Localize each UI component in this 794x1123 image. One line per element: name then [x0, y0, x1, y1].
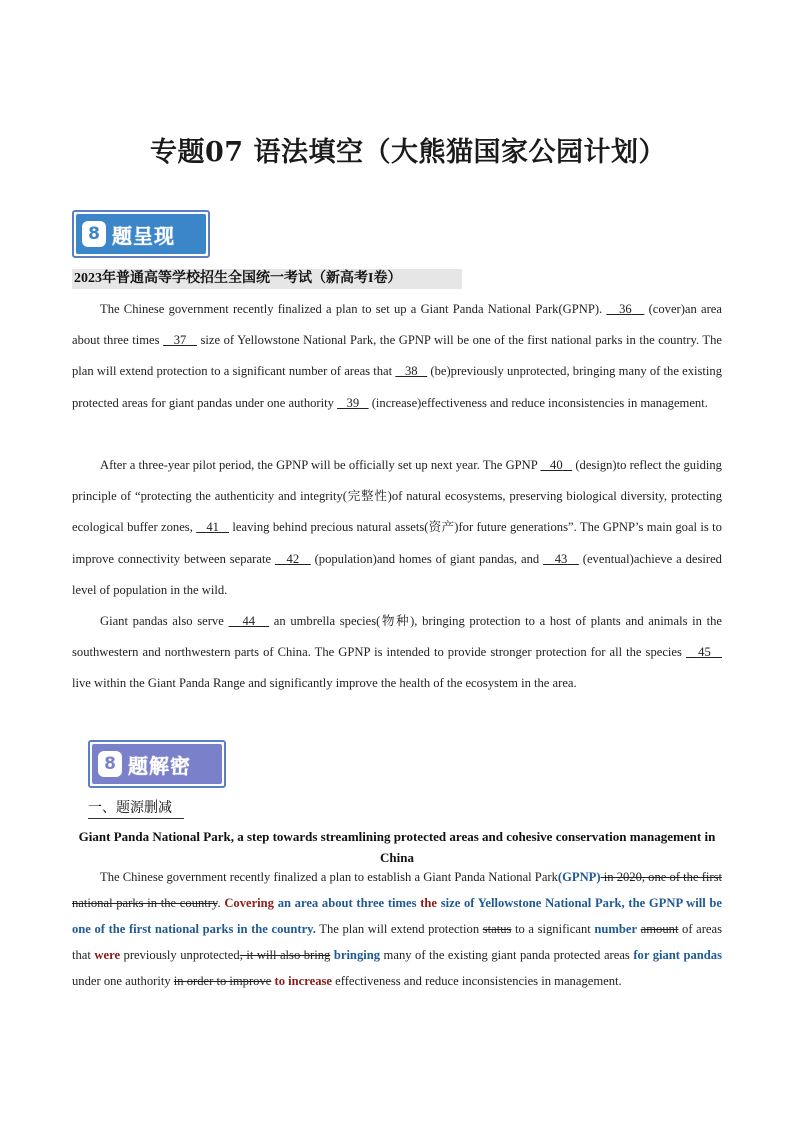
deleted-text: , it will also bring	[239, 948, 331, 962]
article-paragraph: The Chinese government recently finalized a plan to establish a Giant Panda National Park(GPNP) in 2020, one of the first national parks in the country. Covering an area about three times the size of Yellowstone National Park, the GPNP will be one of the first national parks in the country. The plan will extend protection status to a significant number amount of areas that were previously unprotected, it will also bring bringing many of the existing giant panda protected areas for giant pandas under one authority in order to improve to increase effectiveness and reduce inconsistencies in management.	[72, 870, 723, 988]
section-heading: 一、题源删减	[88, 798, 184, 819]
blank-43: 43	[554, 551, 568, 566]
section-badge-solution	[88, 740, 226, 788]
deleted-text: in order to improve	[173, 974, 272, 988]
answer-highlight: were	[94, 948, 121, 962]
blank-37: 37	[173, 333, 187, 348]
article-title: Giant Panda National Park, a step towards streamlining protected areas and cohesive conservation management in China	[78, 829, 716, 865]
section-badge-question	[72, 210, 210, 258]
answer-highlight: the	[420, 896, 438, 910]
exam-title: 2023年普通高等学校招生全国统一考试（新高考I卷）	[72, 269, 462, 289]
page-title: 专题07 语法填空（大熊猫国家公园计划）	[150, 137, 666, 168]
passage-paragraph-2: After a three-year pilot period, the GPNP will be officially set up next year. The GPNP 40 (design)to reflect the guiding principle of “protecting the authenticity and integrity(完整性)of natural ecosystems, preserving biological diversity, protecting ecological buffer zones, 41 leaving behind precious natural assets(资产)for future generations”. The GPNP’s main goal is to improve connectivity between separate 42 (population)and homes of giant pandas, and 43 (eventual)achieve a desired level of population in the wild.	[72, 458, 722, 597]
deleted-text: status	[482, 922, 512, 936]
blank-44: 44	[242, 614, 256, 628]
blank-42: 42	[286, 551, 300, 566]
blank-45: 45	[698, 645, 711, 660]
badge-label: 题呈现	[112, 223, 175, 248]
blank-38: 38	[404, 364, 418, 379]
answer-highlight: to increase	[274, 974, 332, 988]
badge-label: 题解密	[128, 753, 191, 778]
answer-highlight: Covering	[224, 896, 274, 910]
blank-41: 41	[206, 520, 219, 535]
passage-paragraph-3: Giant pandas also serve 44 an umbrella species(物种), bringing protection to a host of plants and animals in the southwestern and northwestern parts of China. The GPNP is intended to provide stronger protection for all the species 45 live within the Giant Panda Range and significantly improve the health of the ecosystem in the area.	[72, 614, 722, 691]
blank-39: 39	[346, 395, 360, 410]
badge-number-icon: 8	[82, 221, 106, 247]
badge-number-icon: 8	[98, 751, 122, 777]
deleted-text: amount	[640, 922, 679, 936]
blank-40: 40	[550, 458, 563, 472]
passage-paragraph-1: The Chinese government recently finalized a plan to set up a Giant Panda National Park(GPNP). 36 (cover)an area about three times 37 size of Yellowstone National Park, the GPNP will be one of the first national parks in the country. The plan will extend protection to a significant number of areas that 38 (be)previously unprotected, bringing many of the existing protected areas for giant pandas under one authority 39 (increase)effectiveness and reduce inconsistencies in management.	[72, 302, 723, 410]
blank-36: 36	[619, 302, 632, 316]
deleted-text: in 2020, one of the first national parks in the country	[72, 870, 723, 910]
